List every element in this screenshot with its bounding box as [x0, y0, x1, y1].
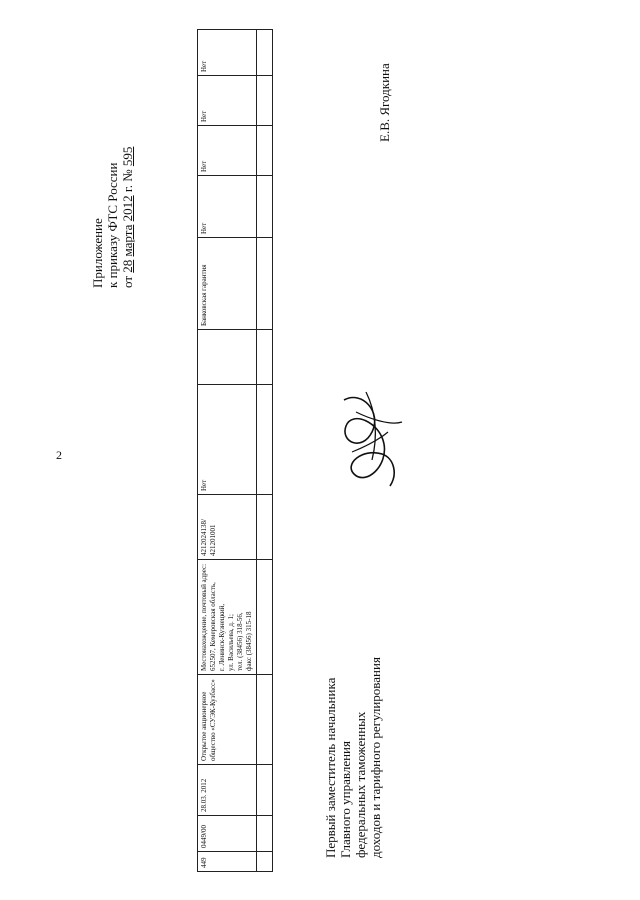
- address-line: 652507, Кемеровская область,: [209, 582, 217, 671]
- cell-code: 0449/00: [198, 816, 257, 852]
- cell-col10: Нет: [198, 176, 257, 238]
- cell-organization: Открытое акционерное общество «СУЭК-Кузбасс»: [198, 675, 257, 765]
- cell-date: 28.03. 2012: [198, 765, 257, 816]
- cell-inn-kpp: 4212024138/ 421201001: [198, 495, 257, 560]
- signer-name: Е.В. Ягодкина: [377, 63, 392, 142]
- cell-col11: Нет: [198, 126, 257, 176]
- appendix-title: Приложение: [90, 218, 105, 288]
- appendix-order-ref: к приказу ФТС России: [105, 162, 120, 288]
- address-line: Местонахождение, почтовый адрес:: [200, 563, 208, 671]
- cell-guarantee: Банковская гарантия: [198, 238, 257, 330]
- signatory-position-line: федеральных таможенных: [353, 711, 368, 858]
- table-row: [198, 30, 257, 872]
- signatory-position-line: Первый заместитель начальника: [323, 677, 338, 858]
- table-row-empty: [257, 30, 273, 872]
- address-line: тел. (38456) 318-56,: [236, 612, 244, 671]
- cell-col12: Нет: [198, 76, 257, 126]
- address-line: г. Ленинск-Кузнецкий,: [218, 603, 226, 671]
- page-number: 2: [56, 448, 62, 462]
- appendix-order-date: от 28 марта 2012 г. № 595: [120, 146, 135, 288]
- cell-number: 449: [198, 852, 257, 872]
- register-table: [197, 30, 269, 872]
- cell-col7: Нет: [198, 385, 257, 495]
- address-line: ул. Васильева, д. 1;: [227, 614, 235, 671]
- cell-col8: [198, 330, 257, 385]
- cell-address: [198, 560, 257, 675]
- handwritten-signature: [332, 382, 406, 494]
- signatory-position-line: Главного управления: [338, 741, 353, 858]
- address-line: факс (38456) 315-18: [245, 611, 253, 671]
- signatory-position-line: доходов и тарифного регулирования: [368, 657, 383, 858]
- cell-col13: Нет: [198, 30, 257, 76]
